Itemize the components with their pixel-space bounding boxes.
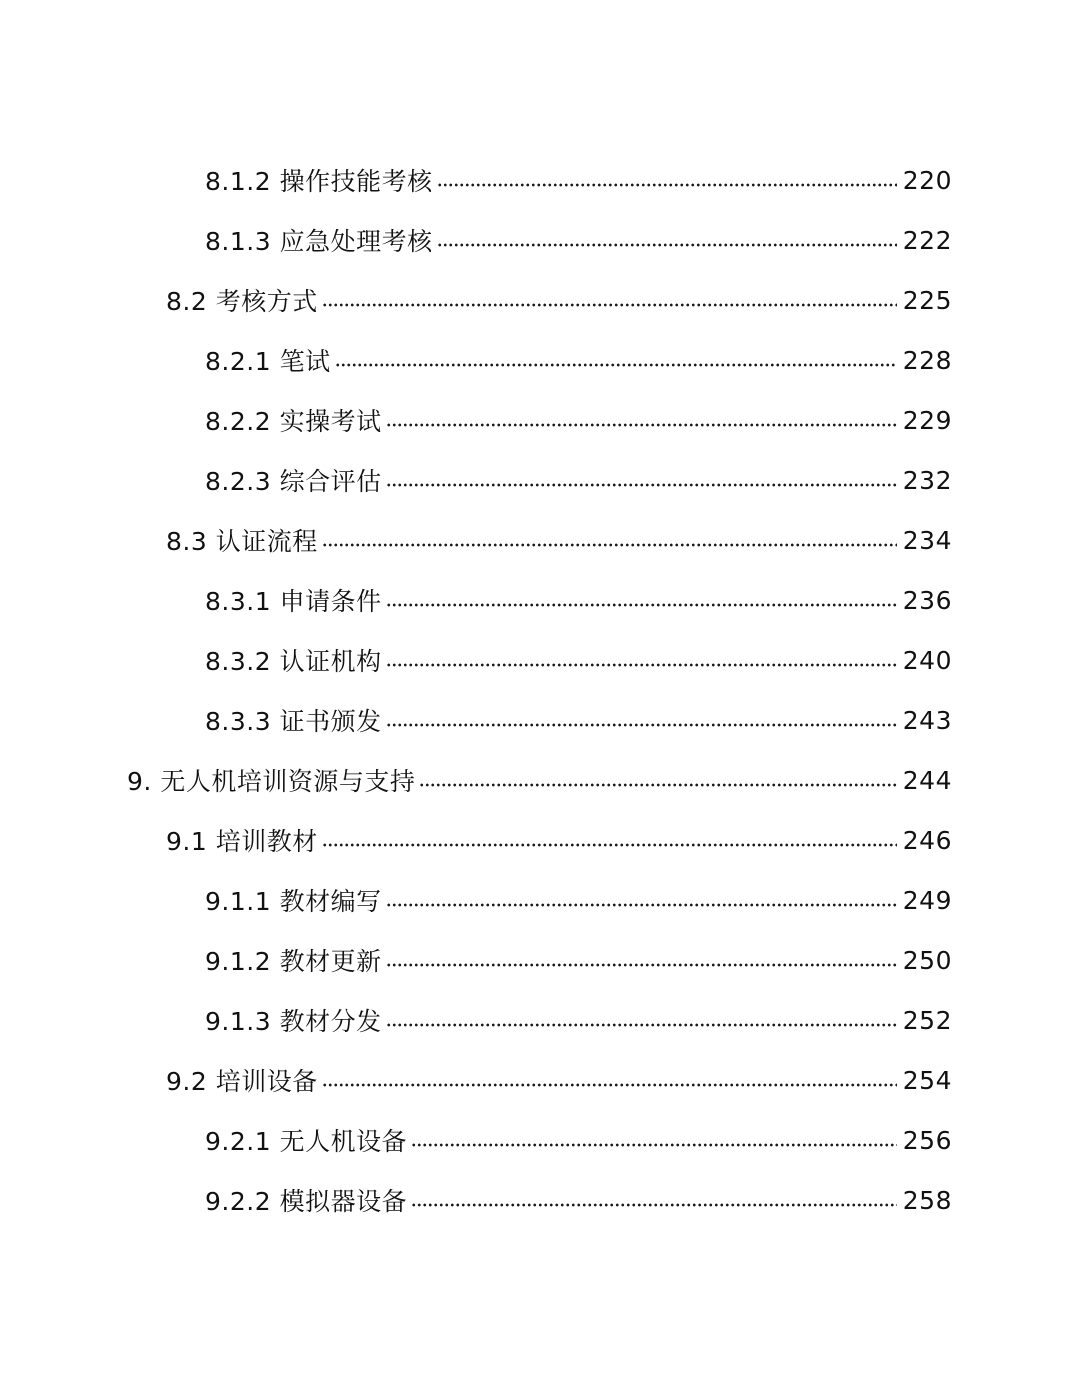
dot-leader <box>322 543 897 547</box>
toc-entry-title: 无人机培训资源与支持 <box>160 767 416 796</box>
toc-entry-number: 8.2 <box>166 287 208 316</box>
toc-entry-number: 8.3.1 <box>205 587 272 616</box>
toc-entry-title: 证书颁发 <box>279 707 382 736</box>
toc-entry-title: 认证流程 <box>215 527 318 556</box>
toc-entry-9-1 <box>0 810 1080 870</box>
toc-entry-page-number: 222 <box>902 225 952 255</box>
toc-entry-9 <box>0 750 1080 810</box>
toc-entry-8-3-2 <box>0 630 1080 690</box>
toc-entry-8-1-2 <box>0 150 1080 210</box>
dot-leader <box>386 963 897 967</box>
toc-entry-title: 申请条件 <box>279 587 382 616</box>
toc-entry-title: 无人机设备 <box>279 1127 408 1156</box>
toc-entry-9-1-2 <box>0 930 1080 990</box>
toc-entry-9-1-3 <box>0 990 1080 1050</box>
toc-entry-title: 实操考试 <box>279 407 382 436</box>
toc-entry-number: 8.1.3 <box>205 227 272 256</box>
dot-leader <box>322 843 897 847</box>
toc-entry-8-3-1 <box>0 570 1080 630</box>
toc-entry-title: 认证机构 <box>279 647 382 676</box>
toc-entry-number: 8.2.1 <box>205 347 272 376</box>
toc-entry-page-number: 232 <box>902 465 952 495</box>
toc-entry-page-number: 250 <box>902 945 952 975</box>
toc-entry-8-2 <box>0 270 1080 330</box>
toc-entry-number: 8.3.2 <box>205 647 272 676</box>
toc-entry-page-number: 246 <box>902 825 952 855</box>
toc-entry-9-2-2 <box>0 1170 1080 1230</box>
dot-leader <box>386 663 897 667</box>
dot-leader <box>322 303 897 307</box>
toc-entry-8-2-1 <box>0 330 1080 390</box>
toc-entry-number: 8.1.2 <box>205 167 272 196</box>
toc-entry-page-number: 225 <box>902 285 952 315</box>
toc-entry-8-1-3 <box>0 210 1080 270</box>
toc-entry-page-number: 244 <box>902 765 952 795</box>
toc-entry-number: 9.1 <box>166 827 208 856</box>
dot-leader <box>386 603 897 607</box>
toc-entry-8-3-3 <box>0 690 1080 750</box>
toc-entry-number: 9.1.2 <box>205 947 272 976</box>
toc-entry-number: 9. <box>127 767 152 796</box>
toc-entry-title: 模拟器设备 <box>279 1187 408 1216</box>
toc-entry-title: 培训教材 <box>215 827 318 856</box>
toc-entry-title: 综合评估 <box>279 467 382 496</box>
dot-leader <box>386 723 897 727</box>
toc-entry-8-3 <box>0 510 1080 570</box>
dot-leader <box>411 1143 897 1147</box>
toc-entry-number: 8.3 <box>166 527 208 556</box>
toc-entry-title: 考核方式 <box>215 287 318 316</box>
table-of-contents <box>0 150 1080 1230</box>
toc-entry-number: 8.3.3 <box>205 707 272 736</box>
toc-entry-9-2 <box>0 1050 1080 1110</box>
dot-leader <box>386 1023 897 1027</box>
toc-entry-number: 8.2.2 <box>205 407 272 436</box>
dot-leader <box>386 903 897 907</box>
toc-entry-number: 8.2.3 <box>205 467 272 496</box>
toc-entry-title: 操作技能考核 <box>279 167 433 196</box>
toc-entry-8-2-2 <box>0 390 1080 450</box>
toc-entry-number: 9.2 <box>166 1067 208 1096</box>
toc-entry-page-number: 249 <box>902 885 952 915</box>
toc-entry-9-1-1 <box>0 870 1080 930</box>
dot-leader <box>386 423 897 427</box>
toc-entry-page-number: 234 <box>902 525 952 555</box>
dot-leader <box>386 483 897 487</box>
toc-entry-page-number: 258 <box>902 1185 952 1215</box>
toc-entry-title: 培训设备 <box>215 1067 318 1096</box>
toc-entry-title: 教材编写 <box>279 887 382 916</box>
toc-entry-page-number: 240 <box>902 645 952 675</box>
dot-leader <box>437 183 897 187</box>
dot-leader <box>322 1083 897 1087</box>
toc-entry-title: 教材分发 <box>279 1007 382 1036</box>
toc-entry-number: 9.2.1 <box>205 1127 272 1156</box>
toc-entry-number: 9.1.1 <box>205 887 272 916</box>
toc-entry-page-number: 252 <box>902 1005 952 1035</box>
toc-entry-page-number: 256 <box>902 1125 952 1155</box>
toc-entry-page-number: 254 <box>902 1065 952 1095</box>
toc-entry-number: 9.1.3 <box>205 1007 272 1036</box>
toc-entry-page-number: 229 <box>902 405 952 435</box>
toc-entry-title: 笔试 <box>279 347 331 376</box>
toc-entry-8-2-3 <box>0 450 1080 510</box>
toc-entry-page-number: 228 <box>902 345 952 375</box>
dot-leader <box>437 243 897 247</box>
toc-entry-title: 教材更新 <box>279 947 382 976</box>
toc-entry-9-2-1 <box>0 1110 1080 1170</box>
toc-entry-page-number: 220 <box>902 165 952 195</box>
dot-leader <box>335 363 897 367</box>
toc-entry-title: 应急处理考核 <box>279 227 433 256</box>
toc-entry-page-number: 236 <box>902 585 952 615</box>
dot-leader <box>419 783 896 787</box>
dot-leader <box>411 1203 897 1207</box>
toc-entry-number: 9.2.2 <box>205 1187 272 1216</box>
toc-entry-page-number: 243 <box>902 705 952 735</box>
